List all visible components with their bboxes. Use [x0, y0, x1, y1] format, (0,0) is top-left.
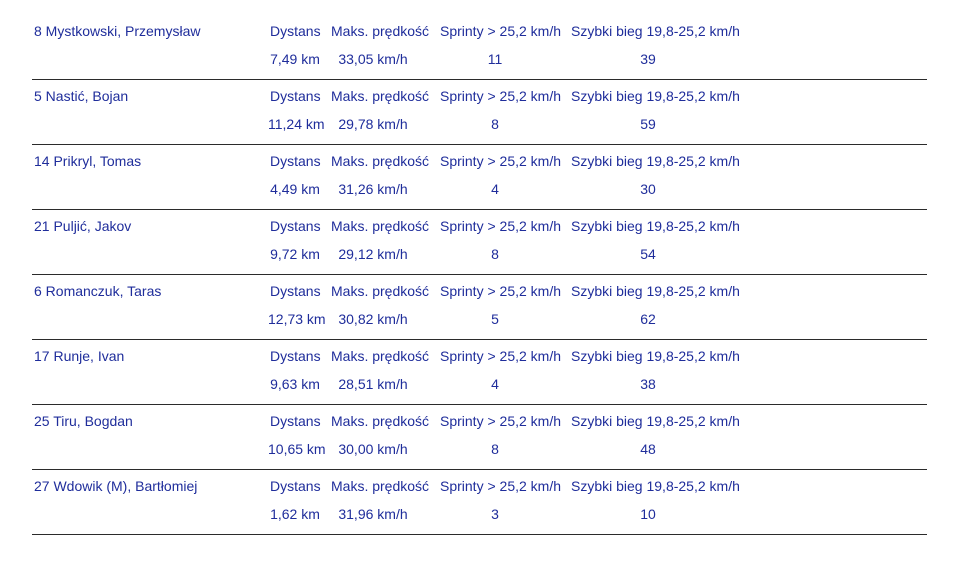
fast-runs-label: Szybki bieg 19,8-25,2 km/h — [571, 218, 740, 234]
sprints-label: Sprinty > 25,2 km/h — [440, 478, 562, 494]
player-stats-list — [32, 0, 927, 535]
fast-runs-label: Szybki bieg 19,8-25,2 km/h — [571, 478, 740, 494]
sprints-label: Sprinty > 25,2 km/h — [440, 283, 562, 299]
fast-runs-label: Szybki bieg 19,8-25,2 km/h — [571, 283, 740, 299]
max-speed-value: 29,12 km/h — [338, 246, 408, 262]
distance-label: Dystans — [270, 23, 321, 39]
player-name: 14 Prikryl, Tomas — [34, 153, 142, 169]
fast-runs-value: 38 — [640, 376, 656, 392]
player-row — [32, 210, 927, 275]
max-speed-value: 28,51 km/h — [338, 376, 408, 392]
distance-value: 11,24 km — [268, 116, 325, 132]
player-row — [32, 405, 927, 470]
fast-runs-value: 10 — [640, 506, 656, 522]
max-speed-value: 33,05 km/h — [338, 51, 408, 67]
fast-runs-value: 48 — [640, 441, 656, 457]
sprints-value: 8 — [491, 246, 499, 262]
distance-label: Dystans — [270, 478, 321, 494]
distance-value: 9,72 km — [270, 246, 320, 262]
fast-runs-label: Szybki bieg 19,8-25,2 km/h — [571, 23, 740, 39]
fast-runs-label: Szybki bieg 19,8-25,2 km/h — [571, 413, 740, 429]
max-speed-value: 31,96 km/h — [338, 506, 408, 522]
player-row — [32, 145, 927, 210]
sprints-value: 4 — [491, 376, 499, 392]
max-speed-value: 30,82 km/h — [338, 311, 408, 327]
player-row — [32, 0, 927, 80]
sprints-value: 3 — [491, 506, 499, 522]
fast-runs-value: 54 — [640, 246, 656, 262]
distance-label: Dystans — [270, 413, 321, 429]
distance-value: 4,49 km — [270, 181, 320, 197]
max-speed-label: Maks. prędkość — [331, 283, 430, 299]
sprints-label: Sprinty > 25,2 km/h — [440, 413, 562, 429]
max-speed-label: Maks. prędkość — [331, 413, 430, 429]
fast-runs-label: Szybki bieg 19,8-25,2 km/h — [571, 153, 740, 169]
fast-runs-label: Szybki bieg 19,8-25,2 km/h — [571, 88, 740, 104]
sprints-value: 11 — [487, 51, 503, 67]
sprints-value: 8 — [491, 441, 499, 457]
distance-value: 10,65 km — [268, 441, 326, 457]
fast-runs-value: 39 — [640, 51, 656, 67]
max-speed-value: 30,00 km/h — [338, 441, 408, 457]
sprints-value: 5 — [491, 311, 499, 327]
player-name: 6 Romanczuk, Taras — [34, 283, 162, 299]
max-speed-label: Maks. prędkość — [331, 153, 430, 169]
player-name: 21 Puljić, Jakov — [34, 218, 132, 234]
distance-value: 1,62 km — [270, 506, 320, 522]
distance-value: 9,63 km — [270, 376, 320, 392]
distance-value: 7,49 km — [270, 51, 320, 67]
sprints-label: Sprinty > 25,2 km/h — [440, 23, 562, 39]
fast-runs-value: 62 — [640, 311, 656, 327]
max-speed-value: 31,26 km/h — [338, 181, 408, 197]
player-name: 8 Mystkowski, Przemysław — [34, 23, 201, 39]
player-name: 27 Wdowik (M), Bartłomiej — [34, 478, 198, 494]
fast-runs-value: 59 — [640, 116, 656, 132]
max-speed-value: 29,78 km/h — [338, 116, 408, 132]
player-name: 17 Runje, Ivan — [34, 348, 125, 364]
player-row — [32, 80, 927, 145]
distance-value: 12,73 km — [268, 311, 326, 327]
sprints-label: Sprinty > 25,2 km/h — [440, 88, 562, 104]
distance-label: Dystans — [270, 88, 321, 104]
sprints-label: Sprinty > 25,2 km/h — [440, 218, 562, 234]
sprints-value: 4 — [491, 181, 499, 197]
max-speed-label: Maks. prędkość — [331, 218, 430, 234]
player-row — [32, 340, 927, 405]
distance-label: Dystans — [270, 218, 321, 234]
fast-runs-value: 30 — [640, 181, 656, 197]
max-speed-label: Maks. prędkość — [331, 478, 430, 494]
player-name: 25 Tiru, Bogdan — [34, 413, 133, 429]
max-speed-label: Maks. prędkość — [331, 23, 430, 39]
sprints-value: 8 — [491, 116, 499, 132]
fast-runs-label: Szybki bieg 19,8-25,2 km/h — [571, 348, 740, 364]
max-speed-label: Maks. prędkość — [331, 88, 430, 104]
max-speed-label: Maks. prędkość — [331, 348, 430, 364]
distance-label: Dystans — [270, 283, 321, 299]
sprints-label: Sprinty > 25,2 km/h — [440, 348, 562, 364]
player-row — [32, 275, 927, 340]
distance-label: Dystans — [270, 153, 321, 169]
distance-label: Dystans — [270, 348, 321, 364]
player-row — [32, 470, 927, 535]
sprints-label: Sprinty > 25,2 km/h — [440, 153, 562, 169]
player-name: 5 Nastić, Bojan — [34, 88, 129, 104]
